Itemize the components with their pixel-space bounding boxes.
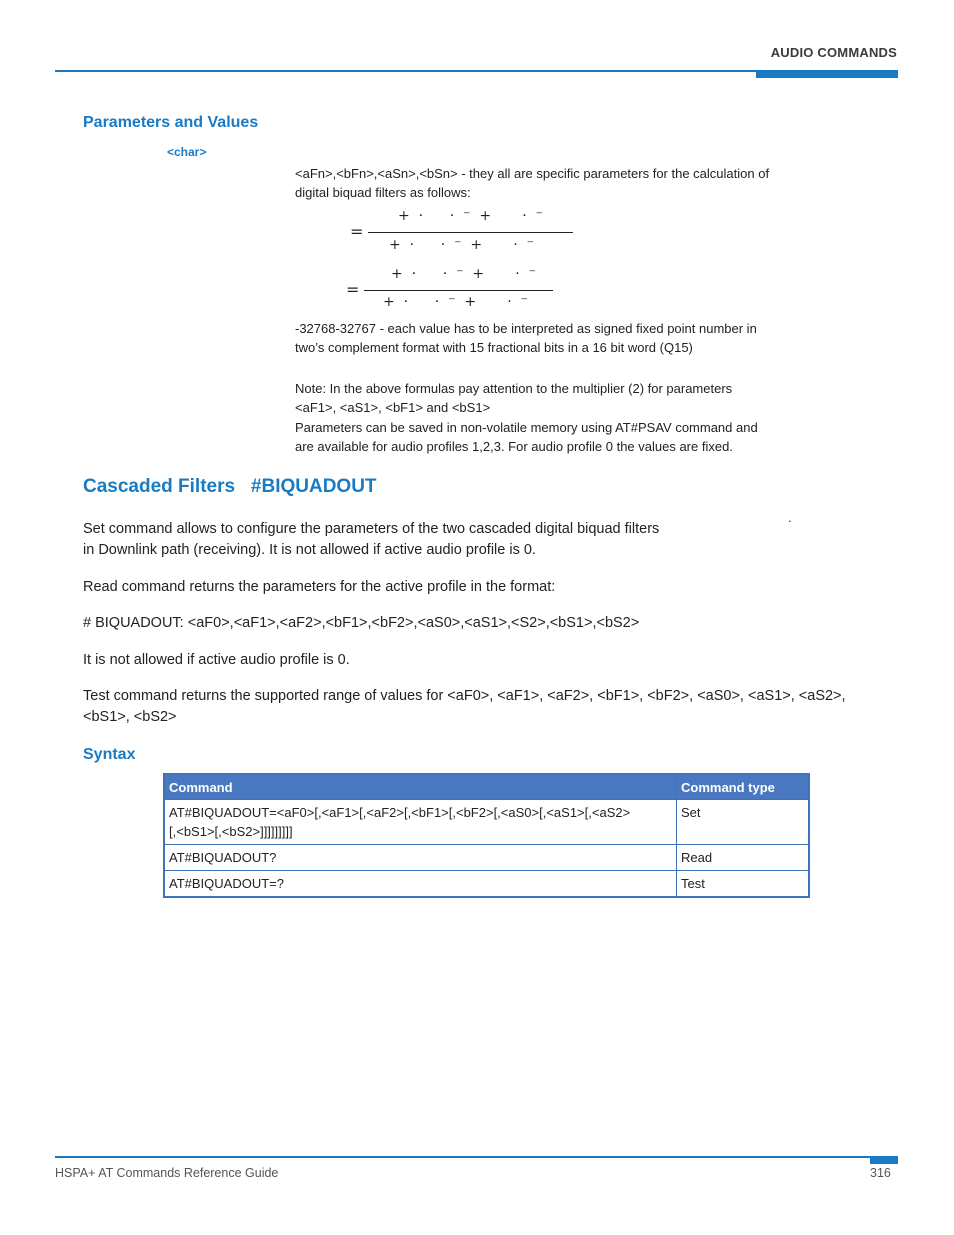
column-header-command: Command	[164, 774, 677, 800]
range-line: -32768-32767 - each value has to be interpreted as signed fixed point number in	[295, 321, 757, 336]
command-text: [,<bS1>[,<bS2>]]]]]]]]]	[169, 824, 293, 839]
running-header: AUDIO COMMANDS	[770, 45, 897, 60]
save-line: are available for audio profiles 1,2,3. For audio profile 0 the values are fixed.	[295, 439, 733, 454]
parameters-heading: Parameters and Values	[83, 114, 259, 131]
formula-2-numerator: + · · ⁻ + · ⁻	[391, 266, 537, 282]
save-line: Parameters can be saved in non-volatile memory using AT#PSAV command and	[295, 420, 758, 435]
equals-sign: =	[350, 222, 364, 241]
command-text: AT#BIQUADOUT=<aF0>[,<aF1>[,<aF2>[,<bF1>[,<bF2>[,<aS0>[,<aS1>[,<aS2>	[169, 805, 631, 820]
note-line: Note: In the above formulas pay attention to the multiplier (2) for parameters	[295, 381, 733, 396]
command-cell	[164, 800, 677, 845]
command-text: AT#BIQUADOUT?	[169, 850, 277, 865]
set-line: in Downlink path (receiving). It is not allowed if active audio profile is 0.	[83, 542, 536, 558]
footer-document-title: HSPA+ AT Commands Reference Guide	[55, 1166, 279, 1180]
equals-sign: =	[346, 280, 360, 299]
test-command-description	[83, 686, 846, 728]
range-line: two’s complement format with 15 fractional bits in a 16 bit word (Q15)	[295, 340, 693, 355]
command-cell	[164, 845, 677, 871]
note-paragraph	[295, 379, 758, 456]
table-row	[164, 845, 809, 871]
command-type-cell: Test	[677, 871, 810, 898]
note-line: <aF1>, <aS1>, <bF1> and <bS1>	[295, 400, 491, 415]
header-accent-block	[756, 70, 898, 78]
formula-1-denominator: + · · ⁻ + · ⁻	[389, 237, 535, 253]
page-number: 316	[870, 1166, 891, 1180]
syntax-heading: Syntax	[83, 746, 136, 763]
table-header-row	[164, 774, 809, 800]
table-row	[164, 800, 809, 845]
param-description-line: digital biquad filters as follows:	[295, 185, 471, 200]
range-description	[295, 319, 757, 357]
stray-dot: .	[788, 510, 792, 525]
formula-2-denominator: + · · ⁻ + · ⁻	[383, 294, 529, 310]
cascaded-filters-heading: Cascaded Filters #BIQUADOUT	[83, 476, 377, 497]
command-text: AT#BIQUADOUT=?	[169, 876, 284, 891]
footer-accent-block	[870, 1156, 898, 1164]
command-type-cell: Set	[677, 800, 810, 845]
param-description-line: <aFn>,<bFn>,<aSn>,<bSn> - they all are specific parameters for the calculation of	[295, 166, 770, 181]
formula-2-fraction-bar	[364, 290, 553, 291]
set-command-description	[83, 519, 659, 561]
command-type-cell: Read	[677, 845, 810, 871]
syntax-table	[163, 773, 810, 898]
table-row	[164, 871, 809, 898]
char-parameter-label: <char>	[167, 145, 207, 159]
column-header-command-type: Command type	[677, 774, 810, 800]
formula-1-fraction-bar	[368, 232, 573, 233]
read-command-description: Read command returns the parameters for the active profile in the format:	[83, 579, 556, 595]
test-line: Test command returns the supported range of values for <aF0>, <aF1>, <aF2>, <bF1>, <bF2>, <aS0>, <aS1>, <aS2>,	[83, 688, 846, 704]
command-cell	[164, 871, 677, 898]
formula-1-numerator: + · · ⁻ + · ⁻	[398, 208, 544, 224]
footer-rule	[55, 1156, 898, 1158]
test-line: <bS1>, <bS2>	[83, 709, 177, 725]
not-allowed-note: It is not allowed if active audio profile is 0.	[83, 652, 350, 668]
read-response-format: # BIQUADOUT: <aF0>,<aF1>,<aF2>,<bF1>,<bF2>,<aS0>,<aS1>,<S2>,<bS1>,<bS2>	[83, 615, 640, 631]
param-description	[295, 164, 769, 202]
set-line: Set command allows to configure the parameters of the two cascaded digital biquad filters	[83, 521, 660, 537]
